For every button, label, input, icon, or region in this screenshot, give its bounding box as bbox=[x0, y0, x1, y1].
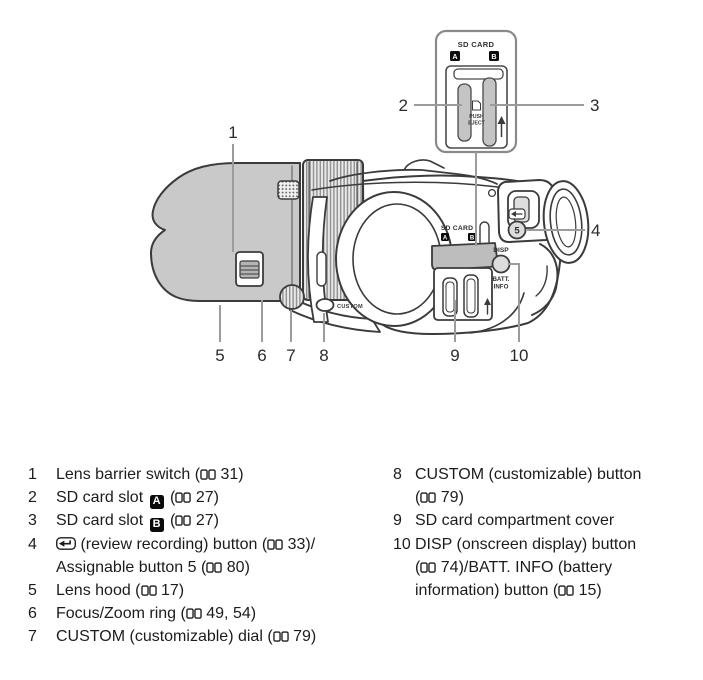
page-reference-book-icon bbox=[420, 562, 436, 574]
legend-text-segment: 49, 54) bbox=[201, 605, 257, 623]
legend-item-text bbox=[56, 509, 365, 532]
legend-item-text bbox=[56, 625, 365, 648]
callout-6: 6 bbox=[257, 346, 267, 365]
sd-slot-a-badge: A bbox=[150, 495, 164, 509]
inset-slot-b-badge: B bbox=[491, 52, 497, 61]
sd-card-compartment-cover-shape bbox=[432, 243, 497, 320]
page-reference-book-icon bbox=[186, 608, 202, 620]
legend-line bbox=[415, 463, 693, 486]
legend-item bbox=[28, 463, 365, 486]
inset-slot-a-badge: A bbox=[452, 52, 458, 61]
legend-text-segment: 80) bbox=[222, 558, 250, 576]
legend-line bbox=[415, 509, 693, 532]
legend-item bbox=[28, 486, 365, 509]
legend-text-segment: CUSTOM (customizable) button bbox=[415, 466, 642, 483]
legend-item bbox=[28, 625, 365, 648]
legend-line bbox=[415, 533, 693, 556]
custom-button-shape bbox=[317, 299, 334, 311]
callout-2: 2 bbox=[398, 96, 408, 115]
legend-text-segment: Focus/Zoom ring ( bbox=[56, 605, 186, 623]
callout-4: 4 bbox=[591, 221, 601, 240]
legend-line bbox=[415, 556, 693, 579]
legend-text-segment: information) button ( bbox=[415, 582, 559, 600]
page-reference-book-icon bbox=[267, 539, 283, 551]
legend-text-segment: 15) bbox=[574, 582, 602, 600]
callout-10: 10 bbox=[509, 346, 529, 365]
legend-text-segment: Assignable button 5 ( bbox=[56, 558, 207, 576]
legend-text-segment: Lens hood ( bbox=[56, 582, 141, 600]
legend-text-segment: 79) bbox=[288, 628, 317, 646]
callout-7: 7 bbox=[286, 346, 296, 365]
legend-line bbox=[56, 463, 365, 486]
legend-item bbox=[28, 509, 365, 532]
review-recording-icon bbox=[56, 537, 76, 550]
legend-item-number: 3 bbox=[28, 512, 37, 530]
legend-line bbox=[56, 625, 365, 648]
legend-text-segment: 79) bbox=[436, 489, 464, 507]
legend-item-number: 8 bbox=[393, 466, 402, 483]
page-reference-book-icon bbox=[206, 562, 222, 574]
legend-line bbox=[56, 533, 365, 556]
legend-text-segment: (review recording) button ( bbox=[76, 535, 268, 553]
legend-line bbox=[56, 556, 365, 579]
legend-text-segment: 31) bbox=[216, 466, 244, 483]
legend-line bbox=[415, 579, 693, 602]
legend-item-number: 6 bbox=[28, 605, 37, 623]
body-slot-a-badge: A bbox=[442, 235, 448, 242]
callout-8: 8 bbox=[319, 346, 329, 365]
page-reference-book-icon bbox=[141, 585, 157, 597]
legend-text-segment: ( bbox=[415, 489, 421, 507]
sd-card-slots-inset bbox=[436, 31, 516, 152]
callout-3: 3 bbox=[590, 96, 600, 115]
push-label: PUSH bbox=[469, 114, 484, 120]
legend-text-segment: 27) bbox=[191, 512, 219, 530]
legend-text-segment: SD card slot bbox=[56, 489, 148, 507]
legend-item-number: 4 bbox=[28, 535, 37, 553]
callout-5: 5 bbox=[215, 346, 225, 365]
legend-item-number: 1 bbox=[28, 466, 37, 483]
custom-dial-shape bbox=[280, 285, 304, 309]
parts-legend bbox=[0, 463, 693, 649]
legend-item bbox=[28, 533, 365, 579]
legend-item-text bbox=[415, 463, 693, 509]
batt-label: BATT. bbox=[492, 276, 510, 283]
legend-text-segment: SD card slot bbox=[56, 512, 148, 530]
custom-button-label: CUSTOM bbox=[337, 304, 363, 310]
legend-text-segment: 17) bbox=[156, 582, 185, 600]
legend-item-text bbox=[56, 486, 365, 509]
page-reference-book-icon bbox=[273, 631, 289, 643]
legend-item-text bbox=[56, 463, 365, 486]
legend-item-number: 2 bbox=[28, 489, 37, 507]
body-sd-card-label: SD CARD bbox=[440, 225, 474, 232]
legend-text-segment: 74)/BATT. INFO (battery bbox=[436, 558, 613, 576]
legend-line bbox=[56, 579, 365, 602]
legend-text-segment: CUSTOM (customizable) dial ( bbox=[56, 628, 273, 646]
sd-slot-b-badge: B bbox=[150, 518, 164, 532]
legend-item-number: 5 bbox=[28, 582, 37, 600]
legend-text-segment: Lens barrier switch ( bbox=[56, 466, 201, 483]
legend-item-text bbox=[56, 533, 365, 579]
callout-1: 1 bbox=[228, 123, 238, 142]
disp-batt-info-button-shape bbox=[493, 256, 510, 273]
legend-text-segment: ( bbox=[165, 489, 176, 507]
speaker-grille bbox=[278, 181, 299, 199]
legend-text-segment: 27) bbox=[191, 489, 219, 507]
legend-item-text bbox=[56, 579, 365, 602]
card-pictogram-icon bbox=[473, 101, 481, 110]
legend-item-text bbox=[415, 533, 693, 603]
body-slot-b-badge: B bbox=[469, 235, 475, 242]
legend-text-segment: 33)/ bbox=[283, 535, 316, 553]
page-reference-book-icon bbox=[175, 492, 191, 504]
legend-item bbox=[393, 509, 693, 532]
legend-item-number: 7 bbox=[28, 628, 37, 646]
legend-column-right bbox=[393, 463, 693, 649]
legend-line bbox=[56, 486, 365, 509]
legend-text-segment: ( bbox=[415, 558, 421, 576]
legend-item bbox=[393, 463, 693, 509]
legend-item-text bbox=[56, 602, 365, 625]
legend-line bbox=[56, 602, 365, 625]
legend-line bbox=[415, 486, 693, 509]
inset-sd-card-label: SD CARD bbox=[457, 40, 495, 49]
legend-text-segment: DISP (onscreen display) button bbox=[415, 535, 637, 553]
legend-item-number: 10 bbox=[393, 535, 411, 553]
info-label: INFO bbox=[493, 283, 509, 291]
legend-item bbox=[393, 533, 693, 603]
legend-item-number: 9 bbox=[393, 512, 402, 530]
legend-item bbox=[28, 602, 365, 625]
disp-label: DISP bbox=[493, 247, 509, 254]
review-button-number: 5 bbox=[514, 225, 520, 237]
page-reference-book-icon bbox=[558, 585, 574, 597]
legend-column-left bbox=[28, 463, 365, 649]
page-reference-book-icon bbox=[175, 515, 191, 527]
page-reference-book-icon bbox=[420, 492, 436, 504]
legend-line bbox=[56, 509, 365, 532]
legend-text-segment: ( bbox=[165, 512, 176, 530]
callout-9: 9 bbox=[450, 346, 460, 365]
legend-item-text bbox=[415, 509, 693, 532]
eject-label: EJECT bbox=[468, 120, 485, 127]
legend-text-segment: SD card compartment cover bbox=[415, 512, 615, 530]
page-reference-book-icon bbox=[200, 469, 216, 481]
lens-barrier-switch-shape bbox=[236, 252, 263, 286]
legend-item bbox=[28, 579, 365, 602]
